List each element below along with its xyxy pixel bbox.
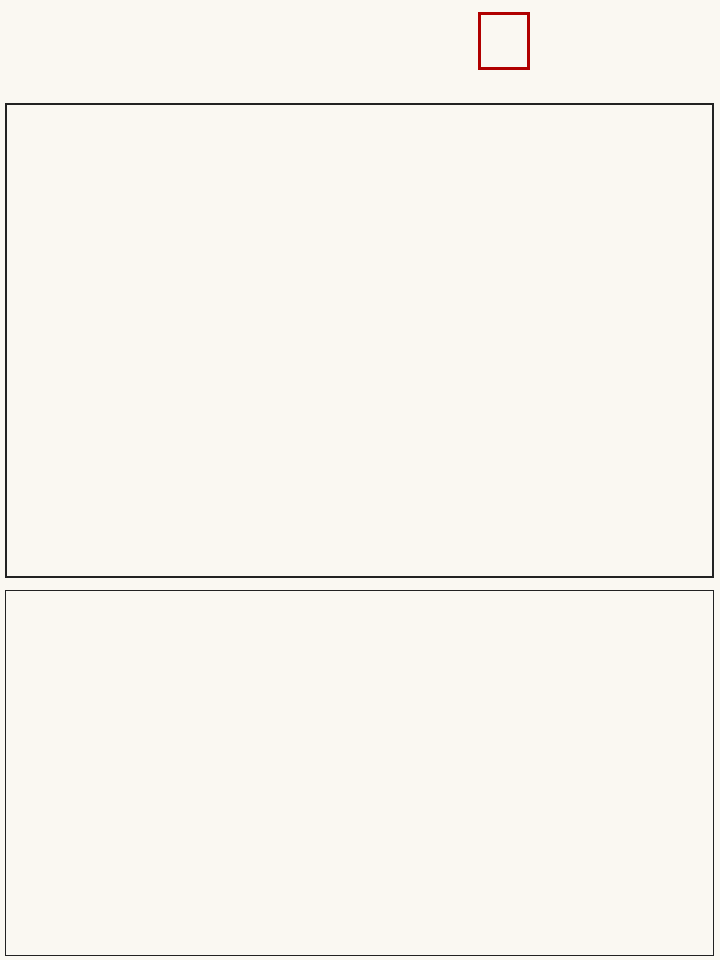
seal-stamp <box>478 12 530 70</box>
yearly-luck-table <box>5 590 714 956</box>
four-pillars-grid <box>5 103 714 578</box>
